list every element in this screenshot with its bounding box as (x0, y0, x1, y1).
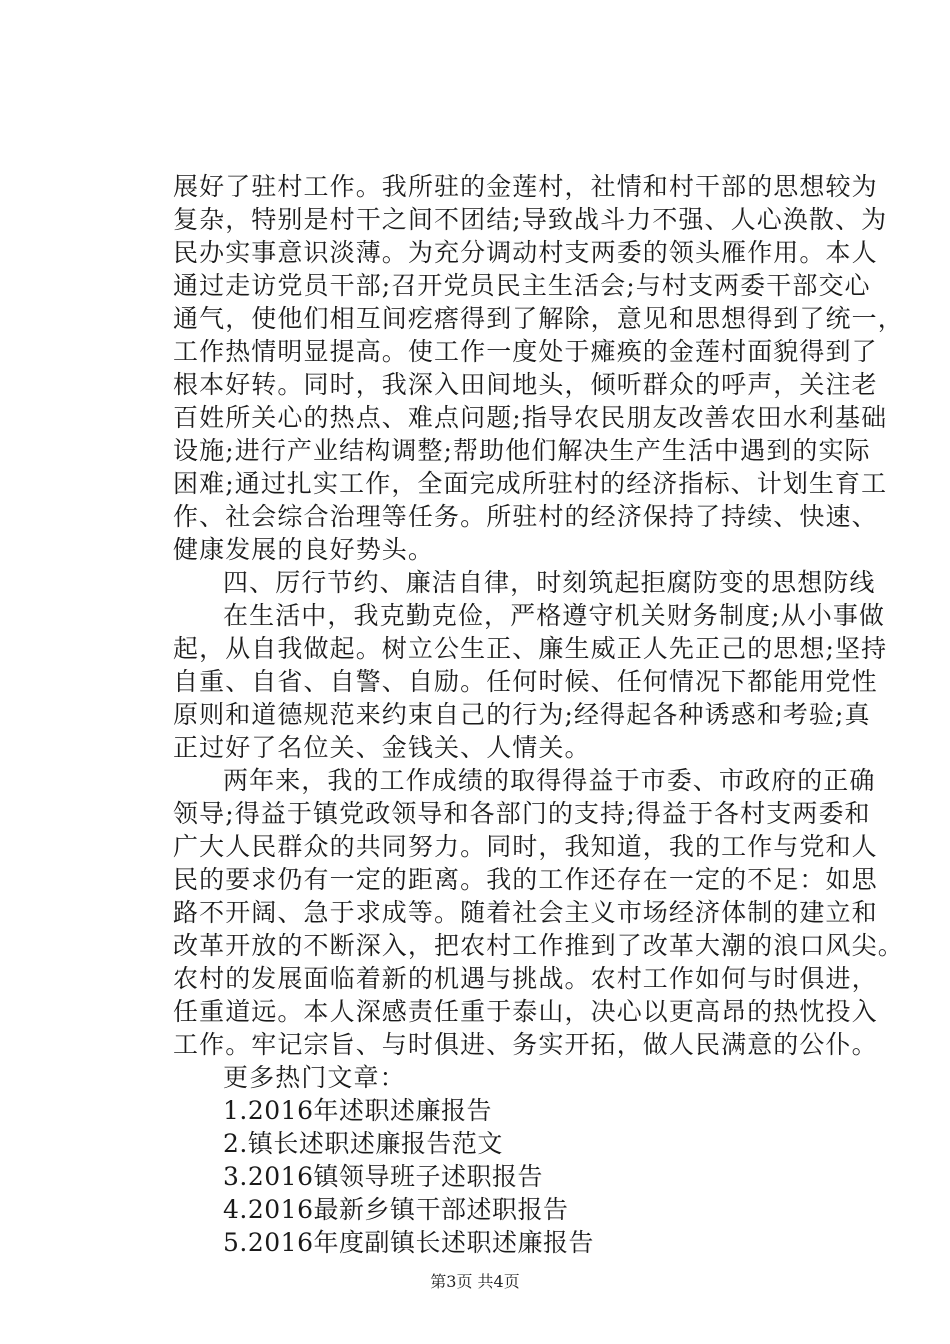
body-text-line: 民办实事意识淡薄。为充分调动村支两委的领头雁作用。本人 (173, 238, 878, 267)
body-text-line: 百姓所关心的热点、难点问题;指导农民朋友改善农田水利基础 (173, 403, 888, 432)
body-text-line: 设施;进行产业结构调整;帮助他们解决生产生活中遇到的实际 (173, 436, 871, 465)
body-text-line: 民的要求仍有一定的距离。我的工作还存在一定的不足：如思 (173, 865, 878, 894)
body-text-line: 根本好转。同时，我深入田间地头，倾听群众的呼声，关注老 (173, 370, 878, 399)
body-text-line: 两年来，我的工作成绩的取得得益于市委、市政府的正确 (223, 766, 876, 795)
article-link[interactable]: 1.2016年述职述廉报告 (223, 1096, 492, 1125)
body-text-line: 展好了驻村工作。我所驻的金莲村，社情和村干部的思想较为 (173, 172, 878, 201)
body-text-line: 自重、自省、自警、自励。任何时候、任何情况下都能用党性 (173, 667, 878, 696)
section-heading: 四、厉行节约、廉洁自律，时刻筑起拒腐防变的思想防线 (223, 568, 876, 597)
body-text-line: 通气，使他们相互间疙瘩得到了解除，意见和思想得到了统一， (173, 304, 904, 333)
body-text-line: 在生活中，我克勤克俭，严格遵守机关财务制度;从小事做 (223, 601, 886, 630)
body-text-line: 工作热情明显提高。使工作一度处于瘫痪的金莲村面貌得到了 (173, 337, 878, 366)
body-text-line: 广大人民群众的共同努力。同时，我知道，我的工作与党和人 (173, 832, 878, 861)
body-text-line: 领导;得益于镇党政领导和各部门的支持;得益于各村支两委和 (173, 799, 871, 828)
body-text-line: 路不开阔、急于求成等。随着社会主义市场经济体制的建立和 (173, 898, 878, 927)
body-text-line: 通过走访党员干部;召开党员民主生活会;与村支两委干部交心 (173, 271, 871, 300)
body-text-line: 原则和道德规范来约束自己的行为;经得起各种诱惑和考验;真 (173, 700, 871, 729)
body-text-line: 改革开放的不断深入，把农村工作推到了改革大潮的浪口风尖。 (173, 931, 904, 960)
article-link[interactable]: 2.镇长述职述廉报告范文 (223, 1129, 503, 1158)
body-text-line: 任重道远。本人深感责任重于泰山，决心以更高昂的热忱投入 (173, 997, 878, 1026)
body-text-line: 作、社会综合治理等任务。所驻村的经济保持了持续、快速、 (173, 502, 878, 531)
body-text-line: 工作。牢记宗旨、与时俱进、务实开拓，做人民满意的公仆。 (173, 1030, 878, 1059)
body-text-line: 起，从自我做起。树立公生正、廉生威正人先正己的思想;坚持 (173, 634, 888, 663)
article-link[interactable]: 3.2016镇领导班子述职报告 (223, 1162, 543, 1191)
body-text-line: 复杂，特别是村干之间不团结;导致战斗力不强、人心涣散、为 (173, 205, 888, 234)
more-articles-heading: 更多热门文章： (223, 1063, 406, 1092)
body-text-line: 健康发展的良好势头。 (173, 535, 435, 564)
article-link[interactable]: 4.2016最新乡镇干部述职报告 (223, 1195, 569, 1224)
body-text-line: 正过好了名位关、金钱关、人情关。 (173, 733, 591, 762)
article-link[interactable]: 5.2016年度副镇长述职述廉报告 (223, 1228, 594, 1257)
body-text-line: 困难;通过扎实工作，全面完成所驻村的经济指标、计划生育工 (173, 469, 888, 498)
page-footer: 第3页 共4页 (430, 1272, 520, 1291)
body-text-line: 农村的发展面临着新的机遇与挑战。农村工作如何与时俱进， (173, 964, 878, 993)
